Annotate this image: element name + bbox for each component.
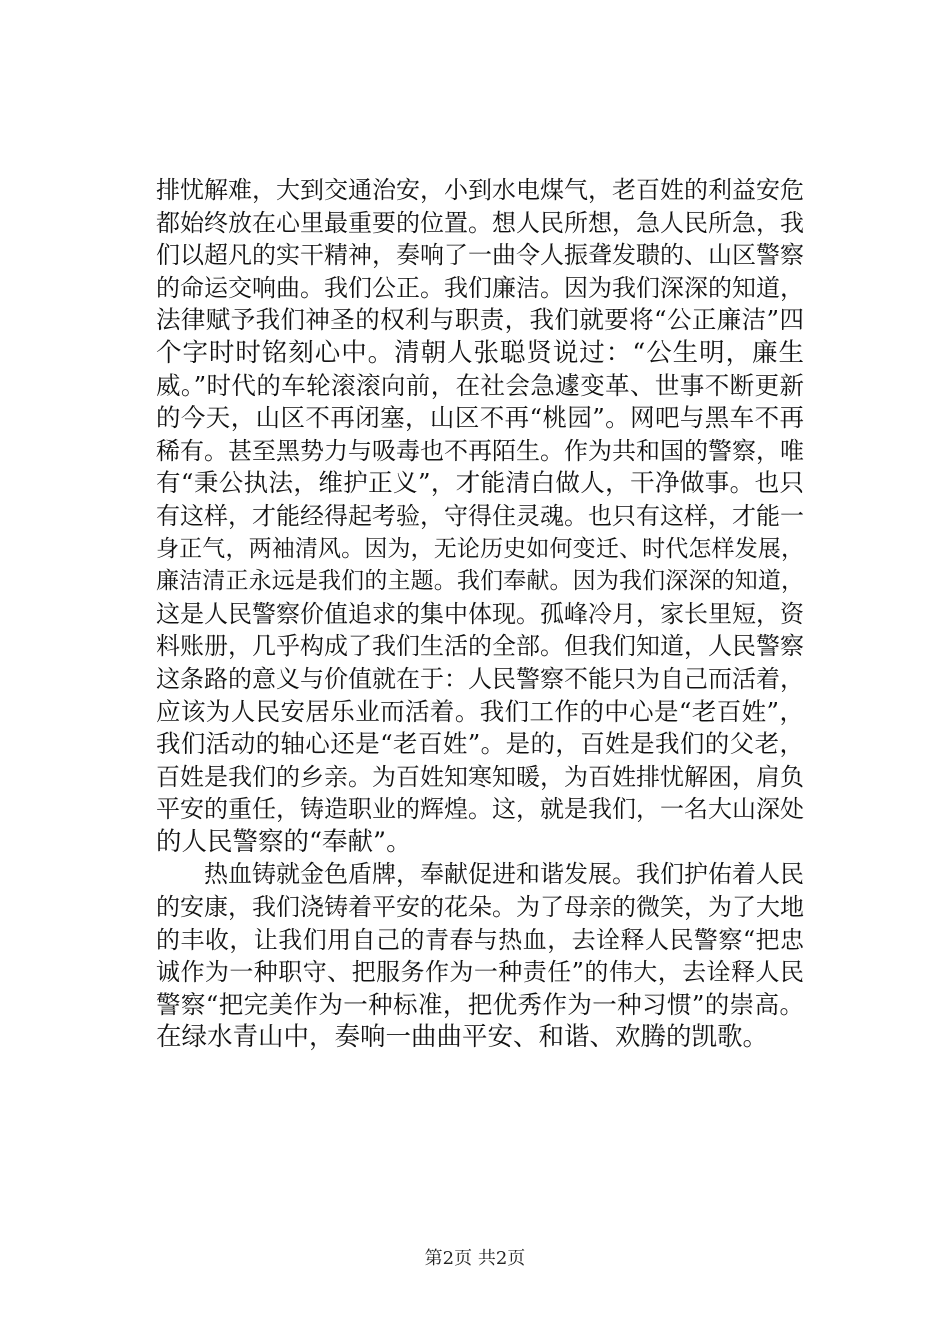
text-line: 廉洁清正永远是我们的主题。我们奉献。因为我们深深的知道， — [156, 568, 804, 595]
text-line: 威。”时代的车轮滚滚向前，在社会急遽变革、世事不断更新 — [156, 370, 804, 400]
text-line: 平安的重任，铸造职业的辉煌。这，就是我们，一名大山深处 — [156, 795, 804, 824]
text-line: 排忧解难，大到交通治安，小到水电煤气，老百姓的利益安危 — [156, 176, 804, 204]
text-line: 的丰收，让我们用自己的青春与热血，去诠释人民警察“把忠 — [156, 925, 804, 954]
text-line: 有这样，才能经得起考验，守得住灵魂。也只有这样，才能一 — [156, 501, 804, 530]
text-line: 百姓是我们的乡亲。为百姓知寒知暖，为百姓排忧解困，肩负 — [156, 762, 804, 791]
body-text — [156, 174, 804, 1054]
text-line: 警察“把完美作为一种标准，把优秀作为一种习惯”的崇高。 — [156, 989, 804, 1019]
text-line: 个字时时铭刻心中。清朝人张聪贤说过：“公生明，廉生 — [156, 337, 804, 368]
text-line: 有“秉公执法，维护正义”，才能清白做人，干净做事。也只 — [156, 468, 804, 498]
text-line: 这是人民警察价值追求的集中体现。孤峰冷月，家长里短，资 — [156, 599, 804, 628]
text-line: 的人民警察的“奉献”。 — [156, 826, 412, 857]
text-line: 的今天，山区不再闭塞，山区不再“桃园”。网吧与黑车不再 — [156, 403, 804, 433]
text-line: 身正气，两袖清风。因为，无论历史如何变迁、时代怎样发展， — [156, 535, 804, 562]
text-line: 的安康，我们浇铸着平安的花朵。为了母亲的微笑，为了大地 — [156, 893, 804, 922]
text-line: 诚作为一种职守、把服务作为一种责任”的伟大，去诠释人民 — [156, 958, 804, 987]
text-line: 的命运交响曲。我们公正。我们廉洁。因为我们深深的知道， — [156, 273, 804, 302]
text-line: 稀有。甚至黑势力与吸毒也不再陌生。作为共和国的警察，唯 — [156, 436, 804, 465]
paragraph-start-line: 热血铸就金色盾牌，奉献促进和谐发展。我们护佑着人民 — [156, 860, 804, 889]
text-line: 们以超凡的实干精神，奏响了一曲令人振聋发聩的、山区警察 — [156, 241, 804, 270]
page-number-footer: 第2页 共2页 — [424, 1248, 526, 1269]
text-line: 应该为人民安居乐业而活着。我们工作的中心是“老百姓”， — [156, 696, 804, 726]
text-line: 我们活动的轴心还是“老百姓”。是的，百姓是我们的父老， — [156, 729, 804, 759]
text-line: 法律赋予我们神圣的权利与职责，我们就要将“公正廉洁”四 — [156, 305, 804, 335]
text-line: 料账册，几乎构成了我们生活的全部。但我们知道，人民警察 — [156, 632, 804, 661]
text-line: 都始终放在心里最重要的位置。想人民所想，急人民所急，我 — [156, 208, 804, 237]
text-line: 在绿水青山中，奏响一曲曲平安、和谐、欢腾的凯歌。 — [156, 1022, 769, 1053]
text-line: 这条路的意义与价值就在于：人民警察不能只为自己而活着， — [156, 664, 804, 693]
